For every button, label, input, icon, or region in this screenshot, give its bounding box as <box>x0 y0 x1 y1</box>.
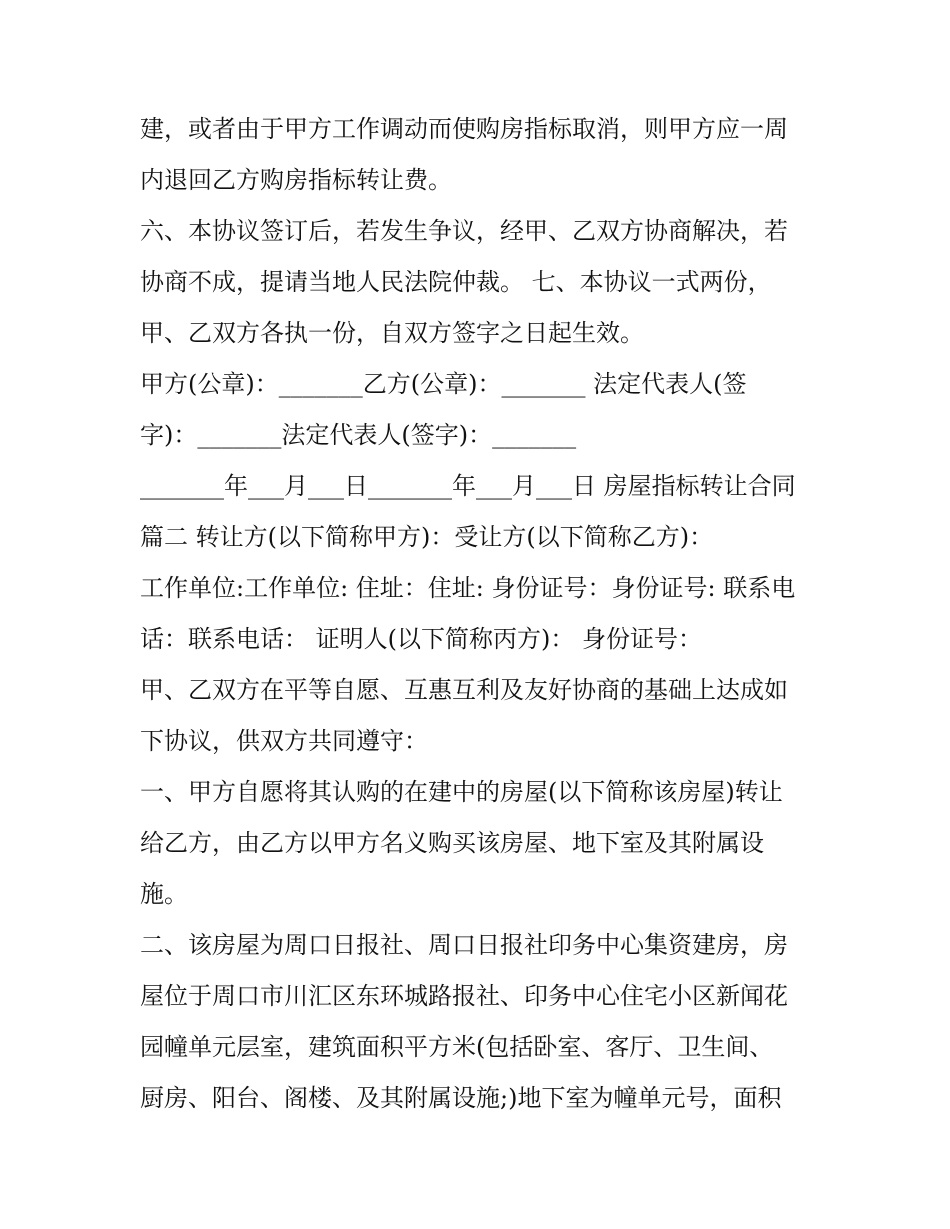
text-line: 建，或者由于甲方工作调动而使购房指标取消，则甲方应一周 <box>140 115 788 143</box>
text-line: 下协议，供双方共同遵守： <box>140 727 428 755</box>
text-line: 六、本协议签订后，若发生争议，经甲、乙双方协商解决，若 <box>140 217 788 245</box>
text-line: 厨房、阳台、阁楼、及其附属设施;)地下室为幢单元号，面积 <box>140 1084 782 1112</box>
text-line: 二、该房屋为周口日报社、周口日报社印务中心集资建房，房 <box>140 931 788 959</box>
text-line: 甲、乙双方在平等自愿、互惠互利及友好协商的基础上达成如 <box>140 676 788 704</box>
text-line: 篇二 转让方(以下简称甲方)：受让方(以下简称乙方)： <box>140 523 714 551</box>
document-body <box>140 104 820 1124</box>
text-line: 话：联系电话： 证明人(以下简称丙方)： 身份证号： <box>140 625 702 653</box>
text-line: 屋位于周口市川汇区东环城路报社、印务中心住宅小区新闻花 <box>140 982 788 1010</box>
text-line: _______年___月___日_______年___月___日 房屋指标转让合同 <box>140 472 796 500</box>
text-line: 工作单位:工作单位: 住址：住址: 身份证号：身份证号: 联系电 <box>140 574 796 602</box>
text-line: 园幢单元层室，建筑面积平方米(包括卧室、客厅、卫生间、 <box>140 1033 774 1061</box>
text-line: 给乙方，由乙方以甲方名义购买该房屋、地下室及其附属设 <box>140 829 764 857</box>
text-line: 一、甲方自愿将其认购的在建中的房屋(以下简称该房屋)转让 <box>140 778 783 806</box>
text-line: 协商不成，提请当地人民法院仲裁。 七、本协议一式两份， <box>140 268 772 296</box>
text-line: 施。 <box>140 880 188 908</box>
text-line: 内退回乙方购房指标转让费。 <box>140 166 452 194</box>
text-line: 甲方(公章)：_______乙方(公章)：_______ 法定代表人(签 <box>140 370 747 398</box>
text-line: 字)：_______法定代表人(签字)：_______ <box>140 421 577 449</box>
text-line: 甲、乙双方各执一份，自双方签字之日起生效。 <box>140 319 644 347</box>
